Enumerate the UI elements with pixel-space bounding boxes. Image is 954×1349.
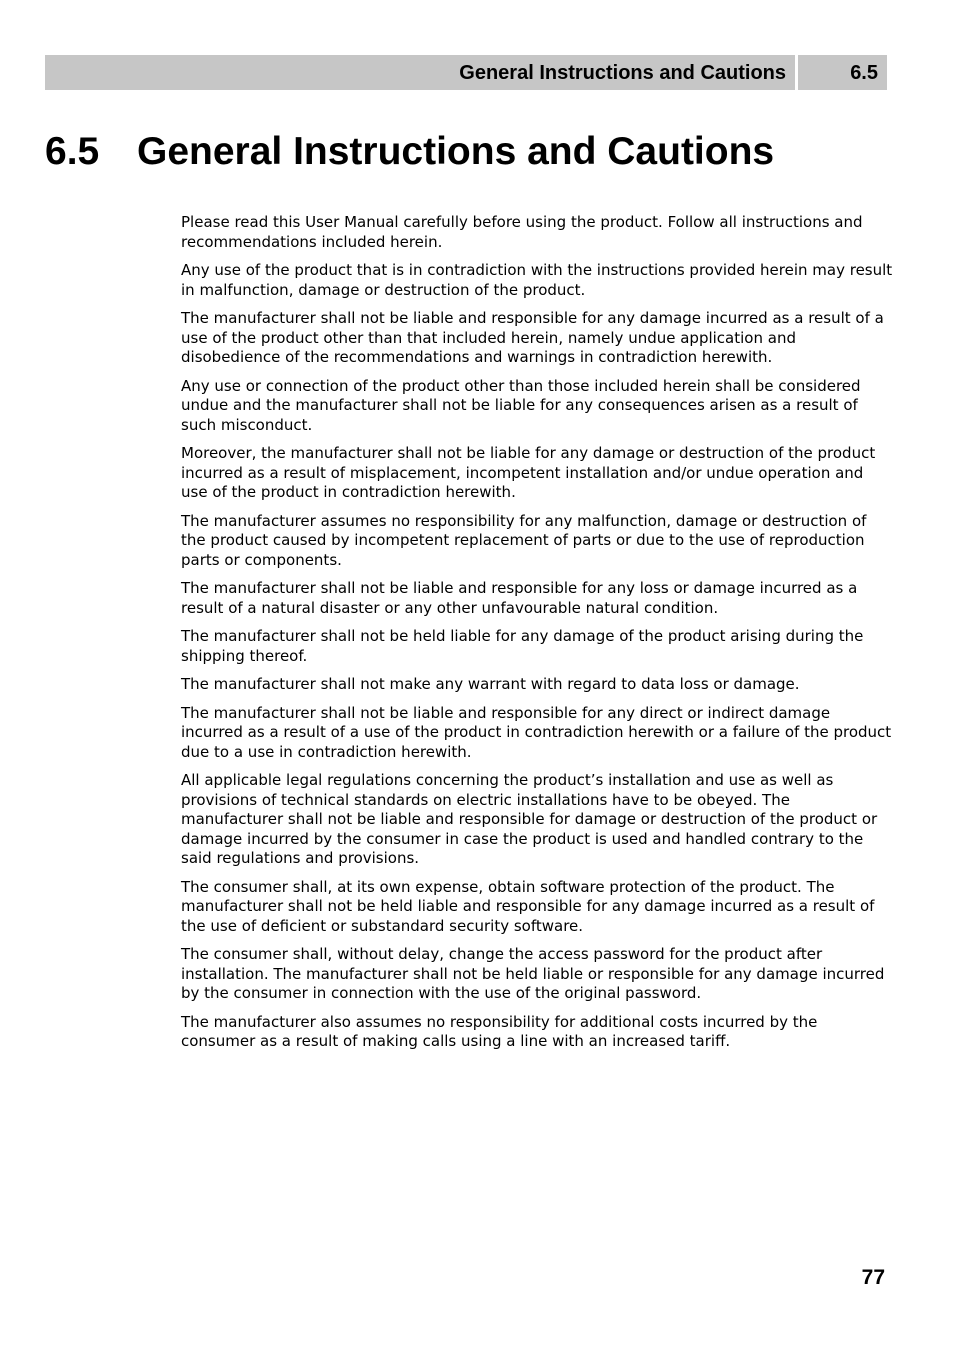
paragraph: The consumer shall, without delay, change the access password for the product after installation. The manufacturer shall not be held liable or responsible for any damage incurred by the consumer in connection with the use of the original password. bbox=[181, 945, 885, 1002]
paragraph: The manufacturer shall not be liable and responsible for any direct or indirect damage incurred as a result of a use of the product in contradiction herewith or a failure of the product due to a use in contradiction herewith. bbox=[181, 703, 892, 761]
paragraph: All applicable legal regulations concerning the product’s installation and use as well as provisions of technical standards on electric installations have to be obeyed. The manufacturer shall not be liable and responsible for damage or destruction of the product or damage incurred by the consumer in case the product is used and handled contrary to the said regulations and provisions. bbox=[181, 771, 878, 867]
paragraph: Any use or connection of the product other than those included herein shall be considered undue and the manufacturer shall not be liable for any consequences arisen as a result of such misconduct. bbox=[181, 376, 861, 434]
paragraph: The consumer shall, at its own expense, obtain software protection of the product. The manufacturer shall not be held liable and responsible for any damage incurred as a result of the use of deficient or substandard security software. bbox=[181, 877, 875, 935]
running-header-title: General Instructions and Cautions bbox=[45, 55, 795, 90]
paragraph: Please read this User Manual carefully before using the product. Follow all instructions and recommendations included herein. bbox=[181, 213, 863, 251]
paragraph: The manufacturer assumes no responsibility for any malfunction, damage or destruction of the product caused by incompetent replacement of parts or due to the use of reproduction parts or components. bbox=[181, 511, 867, 569]
paragraph: Moreover, the manufacturer shall not be liable for any damage or destruction of the product incurred as a result of misplacement, incompetent installation and/or undue operation and use of the product in contradiction herewith. bbox=[181, 444, 876, 501]
paragraph: The manufacturer shall not make any warrant with regard to data loss or damage. bbox=[181, 675, 800, 693]
section-heading bbox=[45, 127, 774, 177]
paragraph: The manufacturer shall not be liable and responsible for any damage incurred as a result of a use of the product other than that included herein, namely undue application and disobedience of the recommendations and warnings in contradiction herewith. bbox=[181, 309, 884, 366]
section-title: General Instructions and Cautions bbox=[137, 130, 775, 173]
paragraph: The manufacturer shall not be held liable for any damage of the product arising during the shipping thereof. bbox=[181, 627, 864, 665]
body-text bbox=[181, 213, 893, 1061]
section-number: 6.5 bbox=[45, 130, 100, 173]
paragraph: The manufacturer shall not be liable and responsible for any loss or damage incurred as a result of a natural disaster or any other unfavourable natural condition. bbox=[181, 579, 858, 617]
running-header bbox=[45, 55, 887, 90]
paragraph: Any use of the product that is in contradiction with the instructions provided herein may result in malfunction, damage or destruction of the product. bbox=[181, 261, 893, 299]
running-header-section-number: 6.5 bbox=[798, 55, 887, 90]
page-number: 77 bbox=[861, 1266, 885, 1289]
paragraph: The manufacturer also assumes no responsibility for additional costs incurred by the consumer as a result of making calls using a line with an increased tariff. bbox=[181, 1012, 818, 1050]
